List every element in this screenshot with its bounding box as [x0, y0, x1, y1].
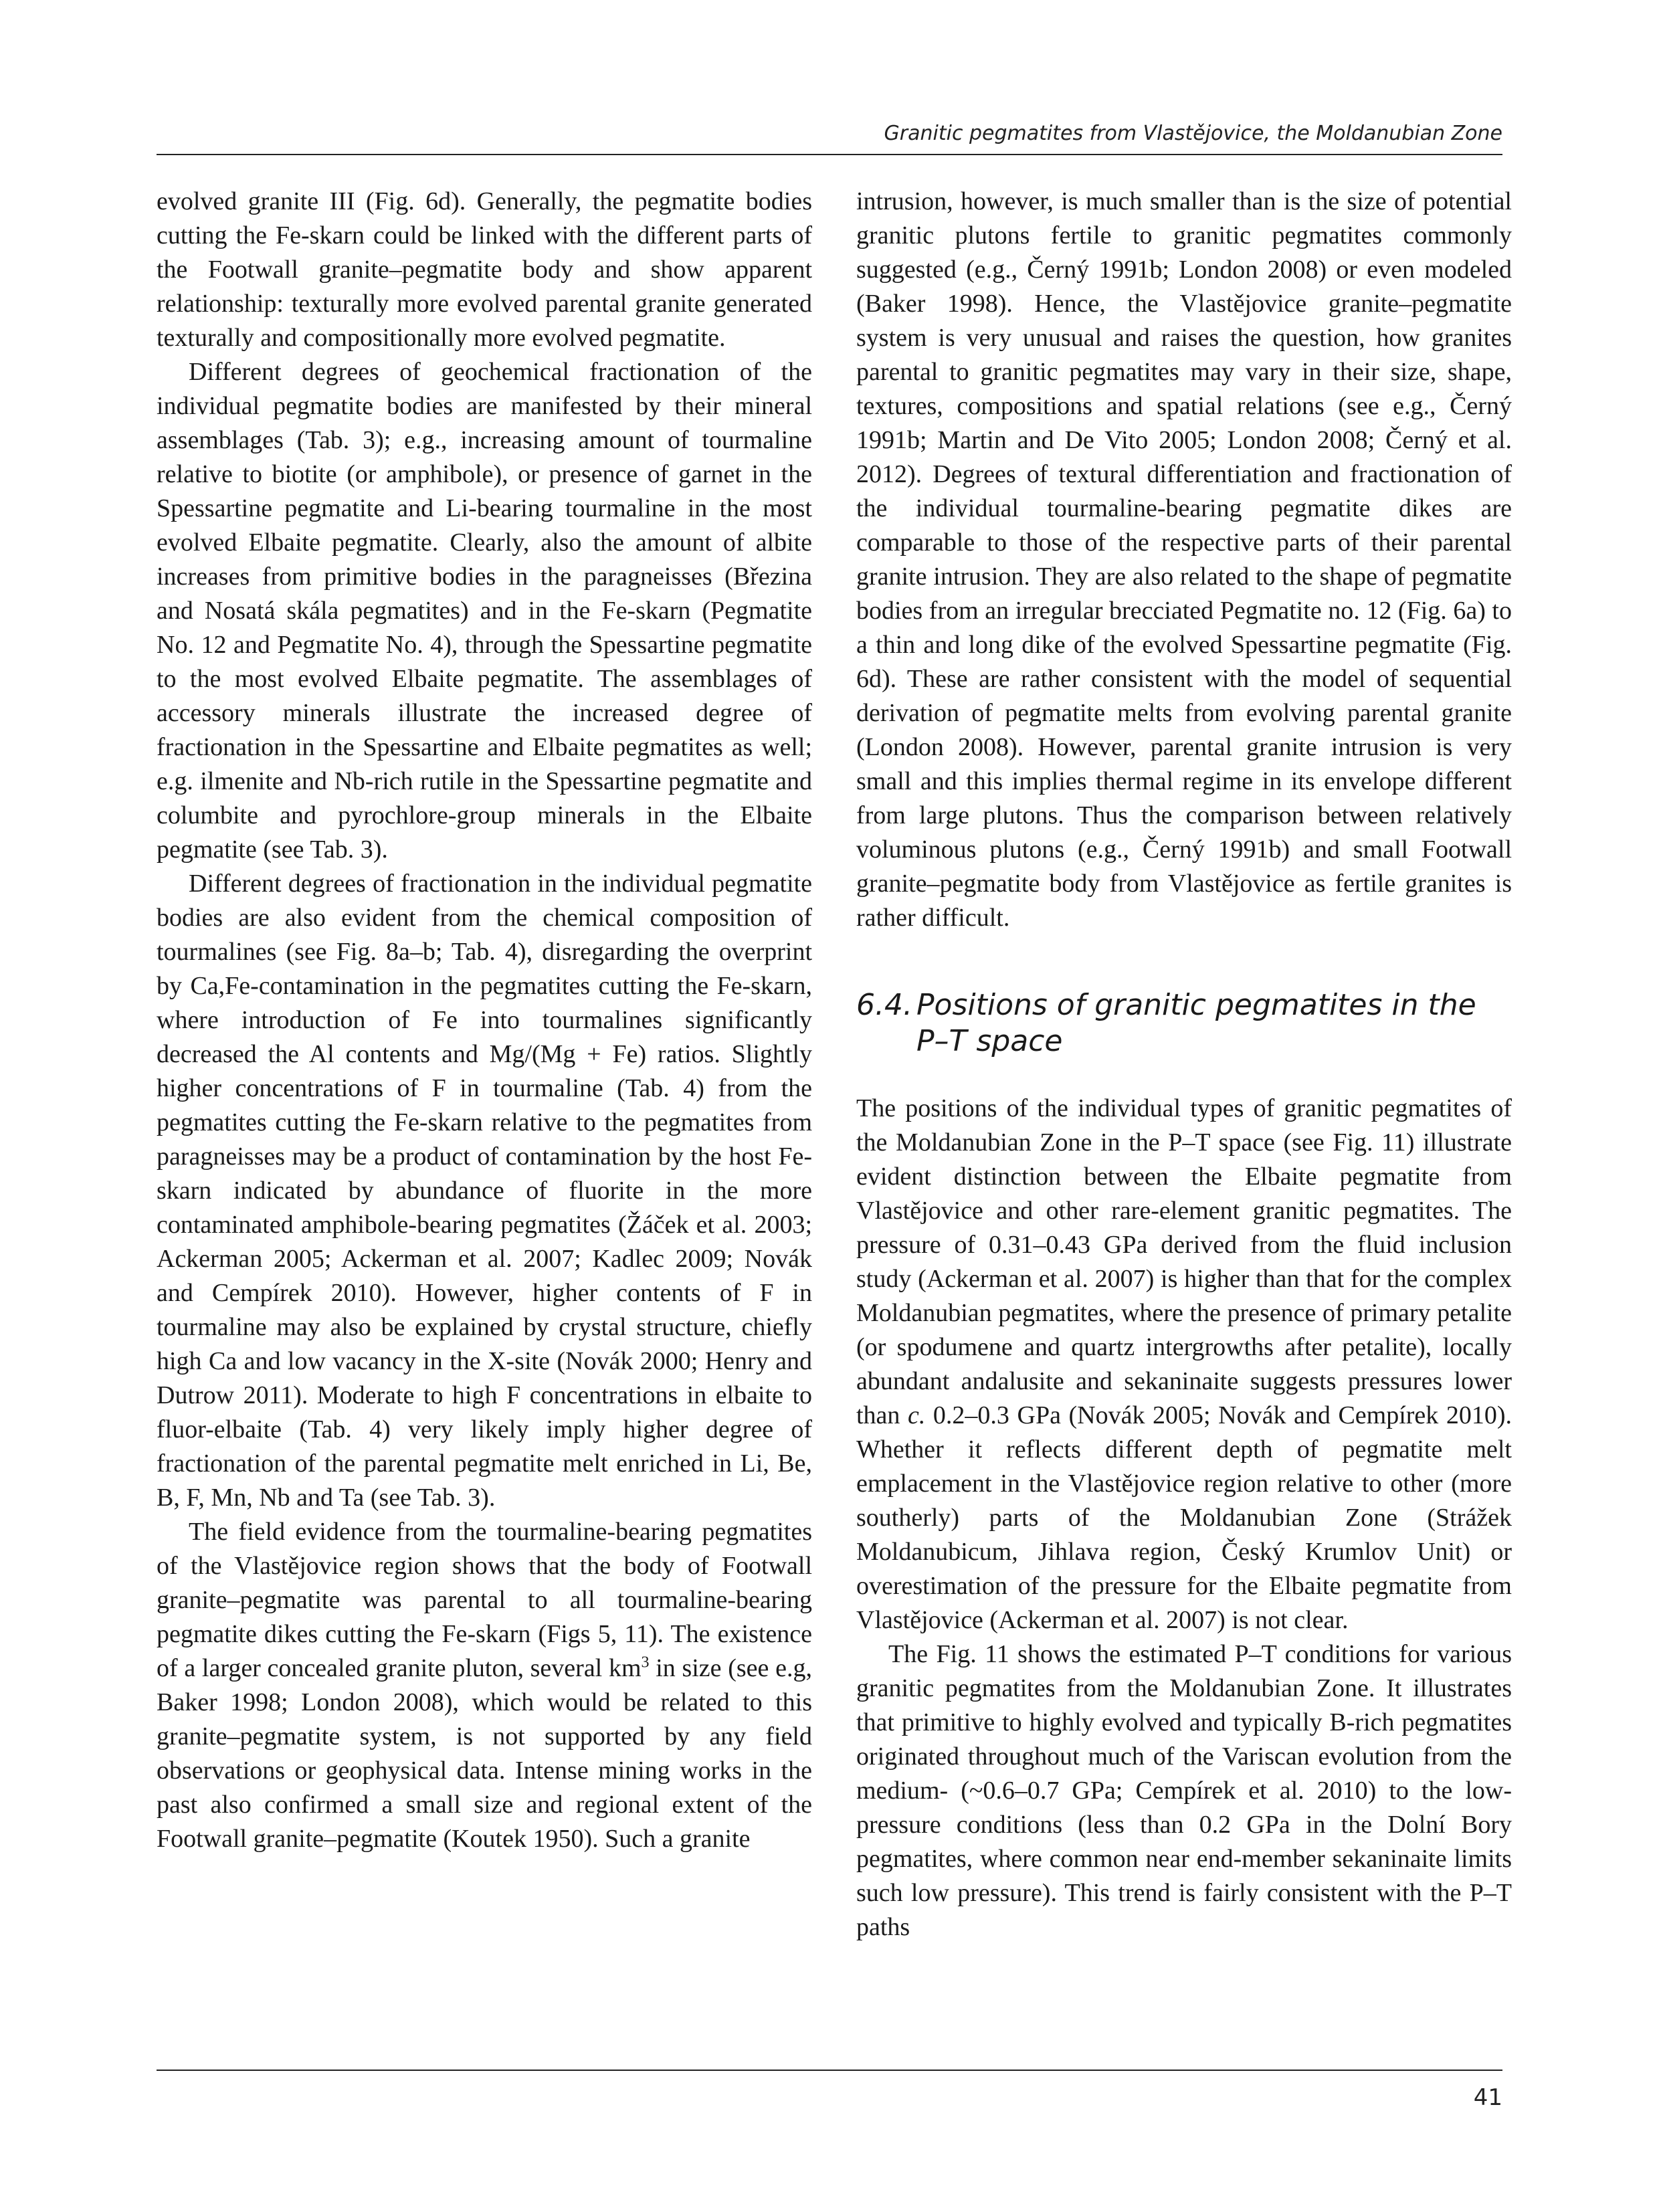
- paragraph: [856, 1092, 1512, 1637]
- section-heading: [856, 987, 1512, 1060]
- running-title: Granitic pegmatites from Vlastějovice, the Moldanubian Zone: [884, 122, 1502, 145]
- paragraph: Different degrees of fractionation in the individual pegmatite bodies are also evident from the chemical composition of tourmalines (see Fig. 8a–b; Tab. 4), disregarding the overprint by Ca,Fe-contamination in the pegmatites cutting the Fe-skarn, where introduction of Fe into tourmalines significantly decreased the Al contents and Mg/(Mg + Fe) ratios. Slightly higher concentrations of F in tourmaline (Tab. 4) from the pegmatites cutting the Fe-skarn relative to the pegmatites from paragneisses may be a product of contamination by the host Fe-skarn indicated by abundance of fluorite in the more contaminated amphibole-bearing pegmatites (Žáček et al. 2003; Ackerman 2005; Ackerman et al. 2007; Kadlec 2009; Novák and Cempírek 2010). However, higher contents of F in tourmaline may also be explained by crystal structure, chiefly high Ca and low vacancy in the X-site (Novák 2000; Henry and Dutrow 2011). Moderate to high F concentrations in elbaite to fluor-elbaite (Tab. 4) very likely imply higher degree of fractionation of the parental pegmatite melt enriched in Li, Be, B, F, Mn, Nb and Ta (see Tab. 3).: [157, 870, 812, 1512]
- left-column: [157, 185, 812, 1856]
- paragraph-text: in size (see e.g, Baker 1998; London 2008), which would be related to this granite–pegmatite system, is not supported by any field observations or geophysical data. Intense mining works in the past also confirmed a small size and regional extent of the Footwall granite–pegmatite (Koutek 1950). Such a granite: [157, 1654, 812, 1853]
- paragraph: Different degrees of geochemical fractionation of the individual pegmatite bodies are manifested by their mineral assemblages (Tab. 3); e.g., increasing amount of tourmaline relative to biotite (or amphibole), or presence of garnet in the Spessartine pegmatite and Li-bearing tourmaline in the most evolved Elbaite pegmatite. Clearly, also the amount of albite increases from primitive bodies in the paragneisses (Březina and Nosatá skála pegmatites) and in the Fe-skarn (Pegmatite No. 12 and Pegmatite No. 4), through the Spessartine pegmatite to the most evolved Elbaite pegmatite. The assemblages of accessory minerals illustrate the increased degree of fractionation in the Spessartine and Elbaite pegmatites as well; e.g. ilmenite and Nb-rich rutile in the Spessartine pegmatite and columbite and pyrochlore-group minerals in the Elbaite pegmatite (see Tab. 3).: [157, 358, 812, 864]
- paragraph: intrusion, however, is much smaller than is the size of potential granitic plutons fertile to granitic pegmatites commonly suggested (e.g., Černý 1991b; London 2008) or even modeled (Baker 1998). Hence, the Vlastějovice granite–pegmatite system is very unusual and raises the question, how granites parental to granitic pegmatites may vary in their size, shape, textures, compositions and spatial relations (see e.g., Černý 1991b; Martin and De Vito 2005; London 2008; Černý et al. 2012). Degrees of textural differentiation and fractionation of the individual tourmaline-bearing pegmatite dikes are comparable to those of the respective parts of their parental granite intrusion. They are also related to the shape of pegmatite bodies from an irregular brecciated Pegmatite no. 12 (Fig. 6a) to a thin and long dike of the evolved Spessartine pegmatite (Fig. 6d). These are rather consistent with the model of sequential derivation of pegmatite melts from evolving parental granite (London 2008). However, parental granite intrusion is very small and this implies thermal regime in its envelope different from large plutons. Thus the comparison between relatively voluminous plutons (e.g., Černý 1991b) and small Footwall granite–pegmatite body from Vlastějovice as fertile granites is rather difficult.: [856, 187, 1512, 932]
- right-column: [856, 185, 1512, 1944]
- superscript: 3: [641, 1653, 650, 1672]
- footer-rule: [157, 2070, 1502, 2071]
- paragraph-text: The positions of the individual types of granitic pegmatites of the Moldanubian Zone in the P–T space (see Fig. 11) illustrate evident distinction between the Elbaite pegmatite from Vlastějovice and other rare-element granitic pegmatites. The pressure of 0.31–0.43 GPa derived from the fluid inclusion study (Ackerman et al. 2007) is higher than that for the complex Moldanubian pegmatites, where the presence of primary petalite (or spodumene and quartz intergrowths after petalite), locally abundant andalusite and sekaninaite suggests pressures lower than: [856, 1094, 1512, 1429]
- page-number: 41: [1473, 2084, 1502, 2111]
- paragraph: The Fig. 11 shows the estimated P–T conditions for various granitic pegmatites from the Moldanubian Zone. It illustrates that primitive to highly evolved and typically B-rich pegmatites originated throughout much of the Variscan evolution from the medium- (~0.6–0.7 GPa; Cempírek et al. 2010) to the low-pressure conditions (less than 0.2 GPa in the Dolní Bory pegmatites, where common near end-member sekaninaite limits such low pressure). This trend is fairly consistent with the P–T paths: [856, 1640, 1512, 1941]
- header-rule: [157, 154, 1502, 155]
- section-title: Positions of granitic pegmatites in the P–T space: [916, 988, 1476, 1058]
- paragraph: evolved granite III (Fig. 6d). Generally, the pegmatite bodies cutting the Fe-skarn could be linked with the different parts of the Footwall granite–pegmatite body and show apparent relationship: texturally more evolved parental granite generated texturally and compositionally more evolved pegmatite.: [157, 187, 812, 352]
- paragraph-text: The field evidence from the tourmaline-bearing pegmatites of the Vlastějovice region shows that the body of Footwall granite–pegmatite was parental to all tourmaline-bearing pegmatite dikes cutting the Fe-skarn (Figs 5, 11). The existence of a larger concealed granite pluton, several km: [157, 1518, 812, 1682]
- section-number: 6.4.: [856, 988, 912, 1022]
- paragraph-text: 0.2–0.3 GPa (Novák 2005; Novák and Cempírek 2010). Whether it reflects different depth of pegmatite melt emplacement in the Vlastějovice region relative to other (more southerly) parts of the Moldanubian Zone (Strážek Moldanubicum, Jihlava region, Český Krumlov Unit) or overestimation of the pressure for the Elbaite pegmatite from Vlastějovice (Ackerman et al. 2007) is not clear.: [856, 1401, 1512, 1634]
- italic-text: c.: [908, 1401, 926, 1429]
- paragraph: [157, 1515, 812, 1856]
